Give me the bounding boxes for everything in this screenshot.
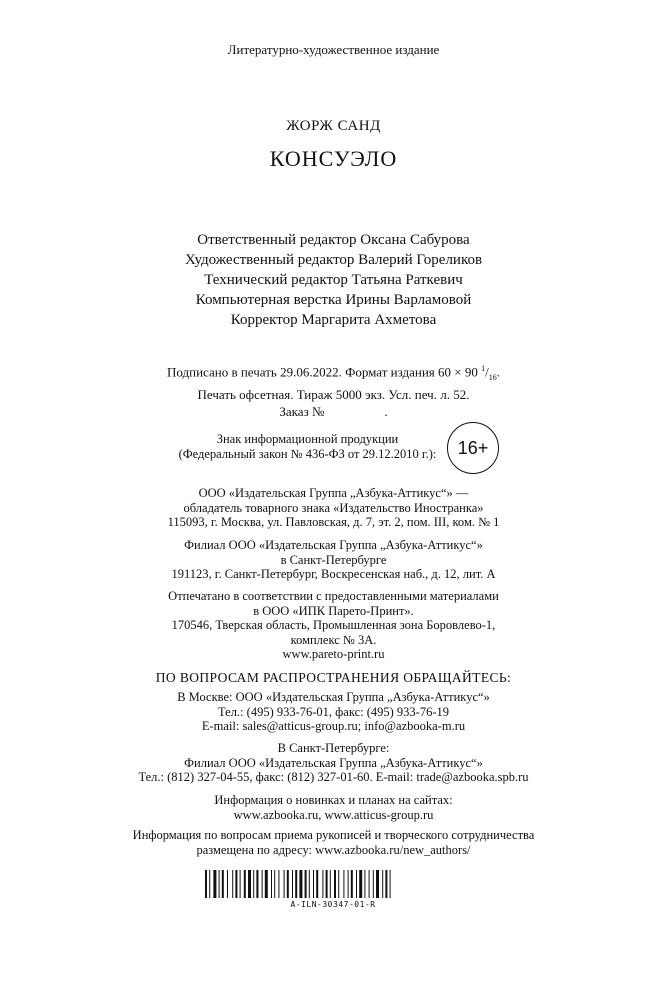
barcode-bar	[382, 870, 383, 898]
barcode-bar	[278, 870, 279, 898]
spb-line: В Санкт-Петербурге:	[277, 741, 390, 755]
publisher-line: обладатель товарного знака «Издательство Иностранка»	[183, 500, 484, 515]
info-sites-line: www.azbooka.ru, www.atticus-group.ru	[233, 807, 434, 822]
barcode-bar	[256, 870, 258, 898]
barcode-bar	[205, 870, 207, 898]
credit-line: Компьютерная верстка Ирины Варламовой	[195, 292, 472, 308]
barcode-bar	[316, 870, 318, 898]
printer-block	[0, 589, 667, 662]
info-product-sign	[160, 432, 455, 462]
barcode-bar	[292, 870, 293, 898]
age-rating-badge: 16+	[447, 422, 499, 474]
print-info-line: Подписано в печать 29.06.2022. Формат издания 60 × 90 $^1/_{16}$.	[167, 364, 500, 382]
barcode-text: A-ILN-30347-01-R	[290, 900, 376, 909]
barcode-bar	[326, 870, 328, 898]
moscow-line: Тел.: (495) 933-76-01, факс: (495) 933-76-19	[217, 704, 450, 719]
info-sites-line: Информация о новинках и планах на сайтах:	[214, 793, 453, 807]
sign-law-line: (Федеральный закон № 436-ФЗ от 29.12.2010 г.):	[178, 447, 437, 461]
barcode-bar	[359, 870, 362, 898]
edition-type-label: Литературно-художественное издание	[227, 42, 440, 57]
branch-line: Филиал ООО «Издательская Группа „Азбука-Аттикус“»	[184, 538, 483, 552]
credit-line: Технический редактор Татьяна Раткевич	[204, 272, 463, 288]
spb-line: Филиал ООО «Издательская Группа „Азбука-Аттикус“»	[184, 755, 483, 770]
barcode-bar	[376, 870, 379, 898]
sign-line: Знак информационной продукции	[216, 432, 399, 446]
barcode-bar	[262, 870, 263, 898]
print-format: Подписано в печать 29.06.2022. Формат издания 60 × 90	[167, 364, 478, 380]
barcode-bar	[295, 870, 297, 898]
barcode-bar	[299, 870, 302, 898]
moscow-line: E-mail: sales@atticus-group.ru; info@azbooka-m.ru	[201, 719, 466, 734]
credits-block	[0, 230, 667, 330]
publisher-line: ООО «Издательская Группа „Азбука-Аттикус“» —	[198, 486, 469, 500]
print-run-line: Печать офсетная. Тираж 5000 экз. Усл. печ. л. 52.	[197, 386, 470, 402]
printer-website: www.pareto-print.ru	[282, 647, 385, 662]
order-line: Заказ № .	[279, 403, 388, 419]
barcode-bar	[248, 870, 251, 898]
barcode-bar	[235, 870, 237, 898]
printer-line: 170546, Тверская область, Промышленная зона Боровлево-1,	[171, 618, 496, 633]
barcode-bar	[227, 870, 228, 898]
manuscripts-block	[0, 828, 667, 857]
barcode-bar	[338, 870, 339, 898]
branch-line: в Санкт-Петербурге	[280, 552, 387, 567]
barcode-bar	[309, 870, 310, 898]
barcode-bar	[322, 870, 323, 898]
barcode-bar	[232, 870, 233, 898]
barcode-bar	[240, 870, 241, 898]
barcode-bar	[343, 870, 344, 898]
barcode-image	[205, 870, 461, 898]
barcode-bar	[265, 870, 268, 898]
author-name: ЖОРЖ САНД	[286, 118, 381, 134]
printer-line: Отпечатано в соответствии с предоставленными материалами	[168, 589, 499, 603]
publisher-block	[0, 486, 667, 530]
print-info-block	[0, 360, 667, 420]
barcode-bar	[373, 870, 374, 898]
barcode-bar	[369, 870, 370, 898]
publisher-line: 115093, г. Москва, ул. Павловская, д. 7, эт. 2, пом. III, ком. № 1	[167, 515, 500, 530]
moscow-line: В Москве: ООО «Издательская Группа „Азбука-Аттикус“»	[177, 690, 490, 704]
barcode-bar	[356, 870, 357, 898]
manuscripts-line: Информация по вопросам приема рукописей и творческого сотрудничества	[132, 828, 535, 842]
credit-line: Художественный редактор Валерий Гореликов	[184, 252, 483, 268]
barcode-bar	[364, 870, 365, 898]
barcode-bar	[385, 870, 387, 898]
barcode-bar	[213, 870, 216, 898]
book-title: КОНСУЭЛО	[269, 146, 398, 171]
barcode-bar	[334, 870, 336, 898]
barcode-bar	[330, 870, 331, 898]
format-fraction-denominator: 16	[488, 372, 497, 382]
manuscripts-line: размещена по адресу: www.azbooka.ru/new_authors/	[196, 842, 471, 857]
credit-line: Ответственный редактор Оксана Сабурова	[197, 232, 470, 248]
branch-block	[0, 538, 667, 582]
distribution-heading: ПО ВОПРОСАМ РАСПРОСТРАНЕНИЯ ОБРАЩАЙТЕСЬ:	[155, 670, 512, 685]
spb-line: Тел.: (812) 327-04-55, факс: (812) 327-01-60. E-mail: trade@azbooka.spb.ru	[138, 770, 529, 785]
barcode-bar	[222, 870, 224, 898]
barcode-bar	[390, 870, 391, 898]
printer-line: в ООО «ИПК Парето-Принт».	[253, 603, 414, 618]
barcode-bar	[351, 870, 353, 898]
credit-line: Корректор Маргарита Ахметова	[230, 312, 437, 328]
branch-line: 191123, г. Санкт-Петербург, Воскресенская наб., д. 12, лит. А	[171, 567, 496, 582]
barcode-bar	[287, 870, 289, 898]
barcode-bar	[313, 870, 314, 898]
barcode-bar	[271, 870, 272, 898]
moscow-contacts	[0, 690, 667, 734]
barcode-bar	[284, 870, 285, 898]
spb-contacts	[0, 741, 667, 785]
barcode-bar	[209, 870, 210, 898]
barcode-bar	[305, 870, 307, 898]
info-sites-block	[0, 793, 667, 822]
barcode-bar	[348, 870, 349, 898]
barcode-bar	[274, 870, 275, 898]
barcode-bar	[219, 870, 220, 898]
printer-line: комплекс № 3А.	[290, 632, 377, 647]
barcode-bar	[244, 870, 246, 898]
format-fraction-numerator: 1	[481, 364, 486, 373]
barcode-bar	[253, 870, 254, 898]
